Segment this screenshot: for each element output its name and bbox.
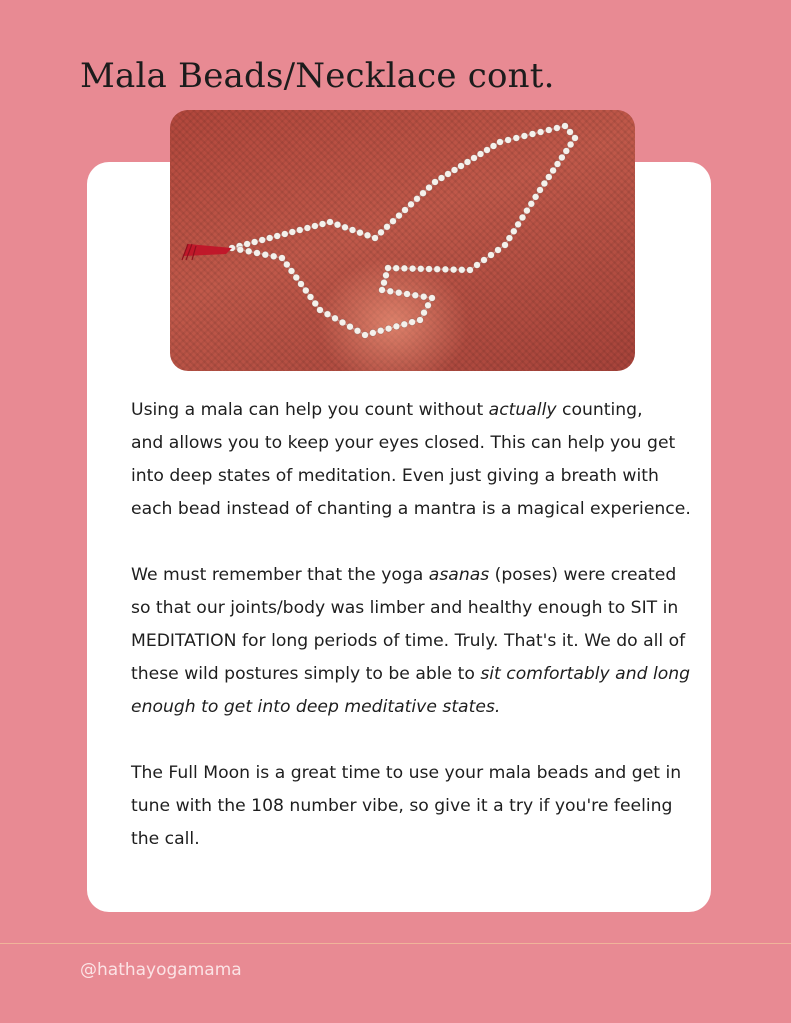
social-handle[interactable]: @hathayogamama bbox=[80, 960, 242, 980]
mala-beads-photo bbox=[170, 110, 635, 371]
footer-divider bbox=[0, 943, 791, 944]
paragraph-3: The Full Moon is a great time to use your mala beads and get in tune with the 108 number vibe, so give it a try if you're feeling the call. bbox=[131, 763, 682, 849]
mala-beads-illustration bbox=[170, 110, 635, 371]
paragraph-2: We must remember that the yoga asanas (poses) were created so that our joints/body was limber and healthy enough to SIT in MEDITATION for long periods of time. Truly. That's it. We do all of these wild postures simply to be able to sit comfortably and long enough to get into deep meditative states. bbox=[131, 565, 691, 717]
body-text bbox=[131, 394, 691, 889]
paragraph-1: Using a mala can help you count without actually counting, and allows you to keep your eyes closed. This can help you get into deep states of meditation. Even just giving a breath with each bead instead of chanting a mantra is a magical experience. bbox=[131, 400, 691, 519]
page-title: Mala Beads/Necklace cont. bbox=[80, 56, 555, 96]
tassel bbox=[182, 244, 232, 260]
